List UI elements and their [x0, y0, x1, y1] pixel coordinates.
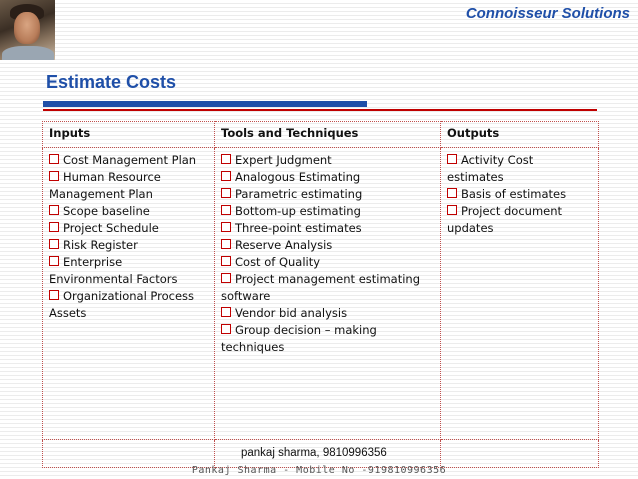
header-outputs: Outputs [441, 122, 599, 148]
checkbox-bullet-icon [221, 222, 231, 232]
checkbox-bullet-icon [221, 324, 231, 334]
tool-item: Vendor bid analysis [221, 305, 435, 322]
page-footer: Pankaj Sharma - Mobile No -919810996356 [191, 465, 447, 476]
footer-contact: pankaj sharma, 9810996356 [215, 440, 441, 468]
outputs-cell [441, 148, 599, 440]
tool-item: Analogous Estimating [221, 169, 435, 186]
input-item: Human Resource Management Plan [49, 170, 161, 201]
tool-item: Parametric estimating [221, 186, 435, 203]
table-footer-row [43, 440, 599, 468]
tool-item: Bottom-up estimating [221, 203, 435, 220]
checkbox-bullet-icon [221, 188, 231, 198]
presenter-photo [0, 0, 55, 60]
footer-empty-right [441, 440, 599, 468]
checkbox-bullet-icon [221, 239, 231, 249]
tool-item: Three-point estimates [221, 220, 435, 237]
output-item: Activity Cost estimates [447, 153, 534, 184]
header-tools: Tools and Techniques [215, 122, 441, 148]
tool-item: Project management estimating software [221, 272, 421, 303]
checkbox-bullet-icon [49, 222, 59, 232]
checkbox-bullet-icon [49, 239, 59, 249]
title-underline-red [367, 109, 597, 111]
checkbox-bullet-icon [447, 154, 457, 164]
checkbox-bullet-icon [49, 205, 59, 215]
checkbox-bullet-icon [221, 273, 231, 283]
header-inputs: Inputs [43, 122, 215, 148]
checkbox-bullet-icon [221, 154, 231, 164]
input-item: Risk Register [49, 237, 209, 254]
photo-shirt [2, 46, 54, 60]
output-item: Basis of estimates [447, 186, 593, 203]
output-item: Project document updates [447, 204, 563, 235]
footer-empty-left [43, 440, 215, 468]
checkbox-bullet-icon [221, 307, 231, 317]
checkbox-bullet-icon [221, 205, 231, 215]
input-item: Scope baseline [49, 203, 209, 220]
tool-item: Cost of Quality [221, 254, 435, 271]
checkbox-bullet-icon [49, 290, 59, 300]
inputs-cell [43, 148, 215, 440]
tool-item: Reserve Analysis [221, 237, 435, 254]
input-item: Cost Management Plan [49, 152, 209, 169]
photo-face [14, 12, 40, 44]
checkbox-bullet-icon [49, 256, 59, 266]
input-item: Project Schedule [49, 220, 209, 237]
estimate-costs-table [42, 121, 599, 468]
tools-cell [215, 148, 441, 440]
company-name: Connoisseur Solutions [465, 5, 630, 22]
table-body-row [43, 148, 599, 440]
checkbox-bullet-icon [49, 171, 59, 181]
title-underline-red-left [43, 109, 367, 111]
title-underline-blue [43, 101, 367, 107]
tool-item: Group decision – making techniques [221, 323, 377, 354]
checkbox-bullet-icon [221, 171, 231, 181]
table-header-row [43, 122, 599, 148]
checkbox-bullet-icon [447, 188, 457, 198]
tool-item: Expert Judgment [221, 152, 435, 169]
input-item: Enterprise Environmental Factors [49, 255, 178, 286]
checkbox-bullet-icon [49, 154, 59, 164]
input-item: Organizational Process Assets [49, 289, 195, 320]
checkbox-bullet-icon [447, 205, 457, 215]
checkbox-bullet-icon [221, 256, 231, 266]
slide-title: Estimate Costs [46, 72, 177, 92]
